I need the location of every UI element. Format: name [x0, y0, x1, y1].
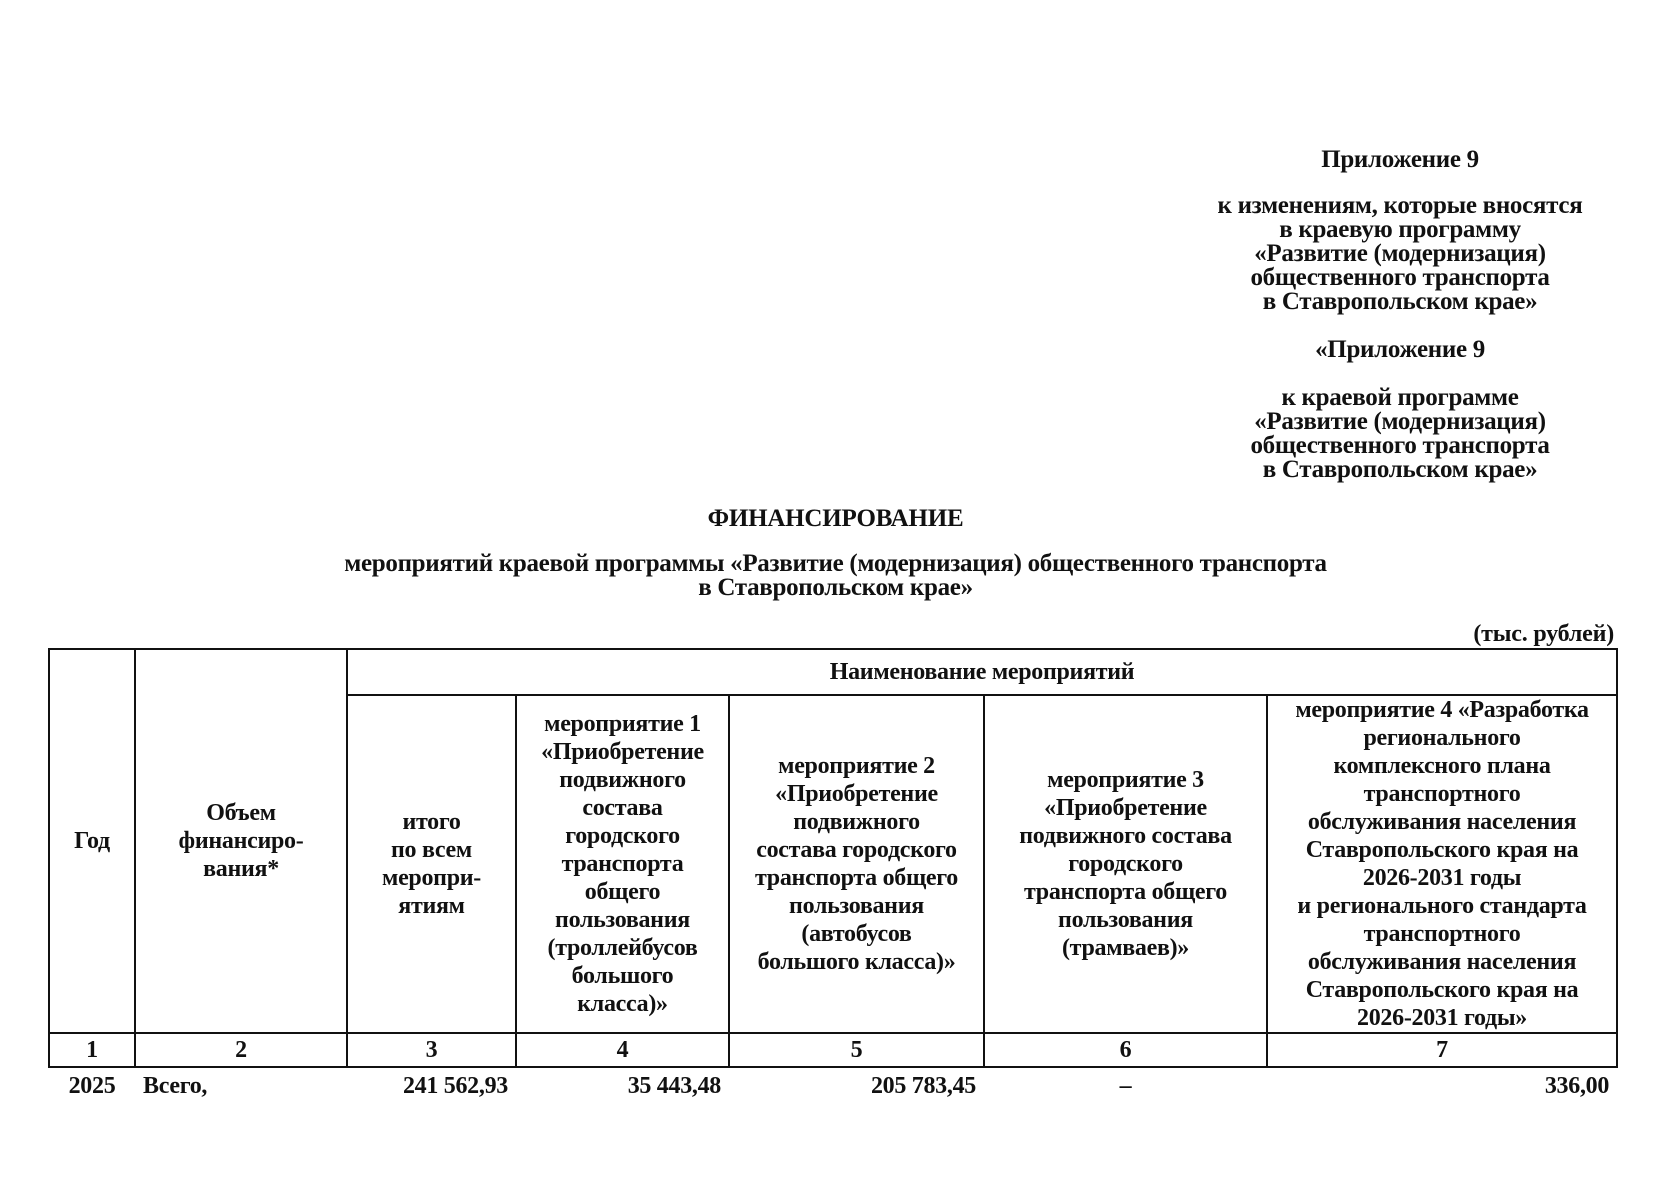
header-event-4-line: Ставропольского края на: [1305, 837, 1579, 863]
header-event-2-line: мероприятие 2: [778, 753, 935, 779]
header-event-3-line: пользования: [1058, 907, 1193, 933]
header-event-3-line: «Приобретение: [1044, 795, 1207, 821]
document-subtitle-line: в Ставропольском крае»: [698, 574, 973, 601]
header-event-4-line: 2026-2031 годы: [1362, 865, 1522, 891]
header-event-1: [516, 695, 729, 1033]
appendix-subtitle-line: общественного транспорта: [1250, 264, 1550, 291]
header-event-1-line: (троллейбусов: [547, 935, 698, 961]
header-event-2-line: пользования: [789, 893, 924, 919]
appendix2-title: [1180, 338, 1620, 362]
header-event-4-line: 2026-2031 годы»: [1357, 1005, 1528, 1031]
header-event-3-line: подвижного состава: [1019, 823, 1232, 849]
appendix-subtitle: [1180, 194, 1620, 314]
document-subtitle: [0, 552, 1671, 600]
document-title: ФИНАНСИРОВАНИЕ: [707, 505, 964, 532]
header-event-4-line: обслуживания населения: [1307, 809, 1577, 835]
header-event-4-line: и регионального стандарта: [1297, 893, 1587, 919]
header-event-4: [1267, 695, 1617, 1033]
header-event-3-line: мероприятие 3: [1047, 767, 1204, 793]
header-event-2-line: транспорта общего: [755, 865, 958, 891]
column-number: 4: [516, 1033, 729, 1067]
column-number-row: [49, 1033, 1617, 1067]
header-event-4-line: обслуживания населения: [1307, 949, 1577, 975]
header-event-1-line: пользования: [555, 907, 690, 933]
header-event-1-line: транспорта: [561, 851, 684, 877]
header-event-3-line: транспорта общего: [1024, 879, 1227, 905]
header-event-1-line: общего: [584, 879, 661, 905]
appendix-title-text: Приложение 9: [1321, 146, 1479, 173]
header-event-4-line: транспортного: [1363, 921, 1521, 947]
header-event-4-line: Ставропольского края на: [1305, 977, 1579, 1003]
appendix2-subtitle-line: в Ставропольском крае»: [1262, 456, 1538, 483]
cell-total: 241 562,93: [402, 1073, 508, 1099]
appendix2-subtitle: [1180, 386, 1620, 482]
column-number: 5: [729, 1033, 984, 1067]
header-event-4-line: комплексного плана: [1333, 753, 1551, 779]
appendix2-subtitle-line: «Развитие (модернизация): [1254, 408, 1546, 435]
appendix2-title-text: «Приложение 9: [1315, 336, 1485, 363]
header-funding: [135, 649, 347, 1033]
appendix-subtitle-line: к изменениям, которые вносятся: [1217, 192, 1583, 219]
column-number: 6: [984, 1033, 1267, 1067]
header-event-4-line: мероприятие 4 «Разработка: [1295, 697, 1589, 723]
header-funding-line: вания*: [203, 856, 279, 882]
header-event-2-line: «Приобретение: [775, 781, 938, 807]
header-funding-line: Объем: [206, 800, 276, 826]
table-row: [49, 1067, 1617, 1100]
cell-event-4: 336,00: [1544, 1073, 1610, 1099]
column-number: 1: [49, 1033, 135, 1067]
document-subtitle-line: мероприятий краевой программы «Развитие (модернизация) общественного транспорта: [344, 550, 1327, 577]
financing-table: [48, 648, 1618, 1100]
column-number: 7: [1267, 1033, 1617, 1067]
column-number: 3: [347, 1033, 516, 1067]
cell-year: 2025: [68, 1073, 116, 1099]
header-event-2-line: состава городского: [756, 837, 957, 863]
appendix-title: [1180, 148, 1620, 172]
header-event-1-line: подвижного: [559, 767, 686, 793]
appendix-subtitle-line: в краевую программу: [1279, 216, 1521, 243]
header-total-line: меропри-: [382, 865, 481, 891]
appendix2-subtitle-line: к краевой программе: [1281, 384, 1519, 411]
cell-funding: Всего,: [143, 1073, 208, 1099]
header-event-1-line: «Приобретение: [541, 739, 704, 765]
header-event-3-line: городского: [1068, 851, 1183, 877]
header-total-line: по всем: [391, 837, 472, 863]
header-total-line: итого: [402, 809, 461, 835]
column-number: 2: [135, 1033, 347, 1067]
header-event-2-line: (автобусов: [801, 921, 912, 947]
header-event-1-line: мероприятие 1: [544, 711, 701, 737]
header-event-3-line: (трамваев)»: [1061, 935, 1190, 961]
header-event-1-line: класса)»: [577, 991, 668, 1017]
header-event-4-line: транспортного: [1363, 781, 1521, 807]
header-year: Год: [49, 649, 135, 1033]
cell-event-2: 205 783,45: [870, 1073, 976, 1099]
appendix2-subtitle-line: общественного транспорта: [1250, 432, 1550, 459]
header-event-1-line: состава: [582, 795, 663, 821]
header-funding-line: финансиро-: [178, 828, 304, 854]
unit-label: (тыс. рублей): [1473, 621, 1614, 647]
header-event-2-line: подвижного: [793, 809, 920, 835]
header-row-group: [49, 649, 1617, 695]
cell-event-1: 35 443,48: [627, 1073, 721, 1099]
header-event-2: [729, 695, 984, 1033]
appendix-subtitle-line: в Ставропольском крае»: [1262, 288, 1538, 315]
appendix-subtitle-line: «Развитие (модернизация): [1254, 240, 1546, 267]
header-event-4-line: регионального: [1363, 725, 1521, 751]
header-event-1-line: большого: [571, 963, 674, 989]
header-total: [347, 695, 516, 1033]
header-total-line: ятиям: [398, 893, 465, 919]
header-event-1-line: городского: [565, 823, 680, 849]
header-event-2-line: большого класса)»: [757, 949, 956, 975]
cell-event-3: –: [1119, 1073, 1132, 1099]
header-events-group: Наименование мероприятий: [347, 649, 1617, 695]
header-event-3: [984, 695, 1267, 1033]
